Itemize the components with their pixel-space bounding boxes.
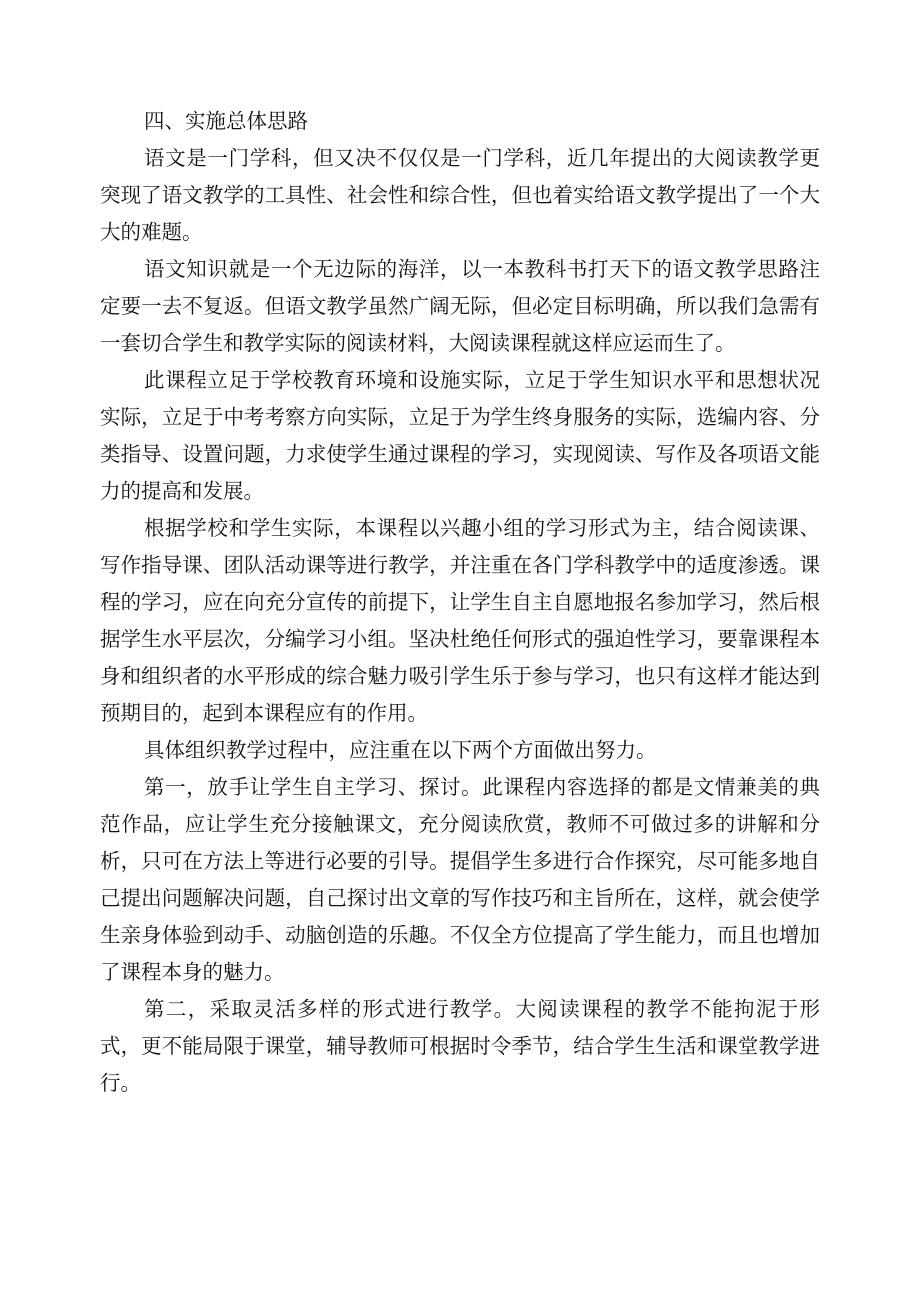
paragraph-2: 语文知识就是一个无边际的海洋，以一本教科书打天下的语文教学思路注定要一去不复返。但语文教学虽然广阔无际，但必定目标明确，所以我们急需有一套切合学生和教学实际的阅读材料，大阅读课程就这样应运而生了。 — [100, 257, 820, 355]
paragraph-1: 语文是一门学科，但又决不仅仅是一门学科，近几年提出的大阅读教学更突现了语文教学的工具性、社会性和综合性，但也着实给语文教学提出了一个大大的难题。 — [100, 146, 820, 244]
paragraph-5: 具体组织教学过程中，应注重在以下两个方面做出努力。 — [144, 738, 657, 762]
paragraph-6: 第一，放手让学生自主学习、探讨。此课程内容选择的都是文情兼美的典范作品，应让学生充分接触课文，充分阅读欣赏，教师不可做过多的讲解和分析，只可在方法上等进行必要的引导。提倡学生多进行合作探究，尽可能多地自己提出问题解决问题，自己探讨出文章的写作技巧和主旨所在，这样，就会使学生亲身体验到动手、动脑创造的乐趣。不仅全方位提高了学生能力，而且也增加了课程本身的魅力。 — [100, 775, 820, 984]
section-heading: 四、实施总体思路 — [144, 109, 308, 133]
paragraph-4: 根据学校和学生实际，本课程以兴趣小组的学习形式为主，结合阅读课、写作指导课、团队活动课等进行教学，并注重在各门学科教学中的适度渗透。课程的学习，应在向充分宣传的前提下，让学生自主自愿地报名参加学习，然后根据学生水平层次，分编学习小组。坚决杜绝任何形式的强迫性学习，要靠课程本身和组织者的水平形成的综合魅力吸引学生乐于参与学习，也只有这样才能达到预期目的，起到本课程应有的作用。 — [100, 516, 820, 725]
document-body — [100, 103, 820, 1102]
paragraph-7: 第二，采取灵活多样的形式进行教学。大阅读课程的教学不能拘泥于形式，更不能局限于课堂，辅导教师可根据时令季节，结合学生生活和课堂教学进行。 — [100, 997, 820, 1095]
paragraph-3: 此课程立足于学校教育环境和设施实际，立足于学生知识水平和思想状况实际，立足于中考考察方向实际，立足于为学生终身服务的实际，选编内容、分类指导、设置问题，力求使学生通过课程的学习，实现阅读、写作及各项语文能力的提高和发展。 — [100, 368, 820, 503]
